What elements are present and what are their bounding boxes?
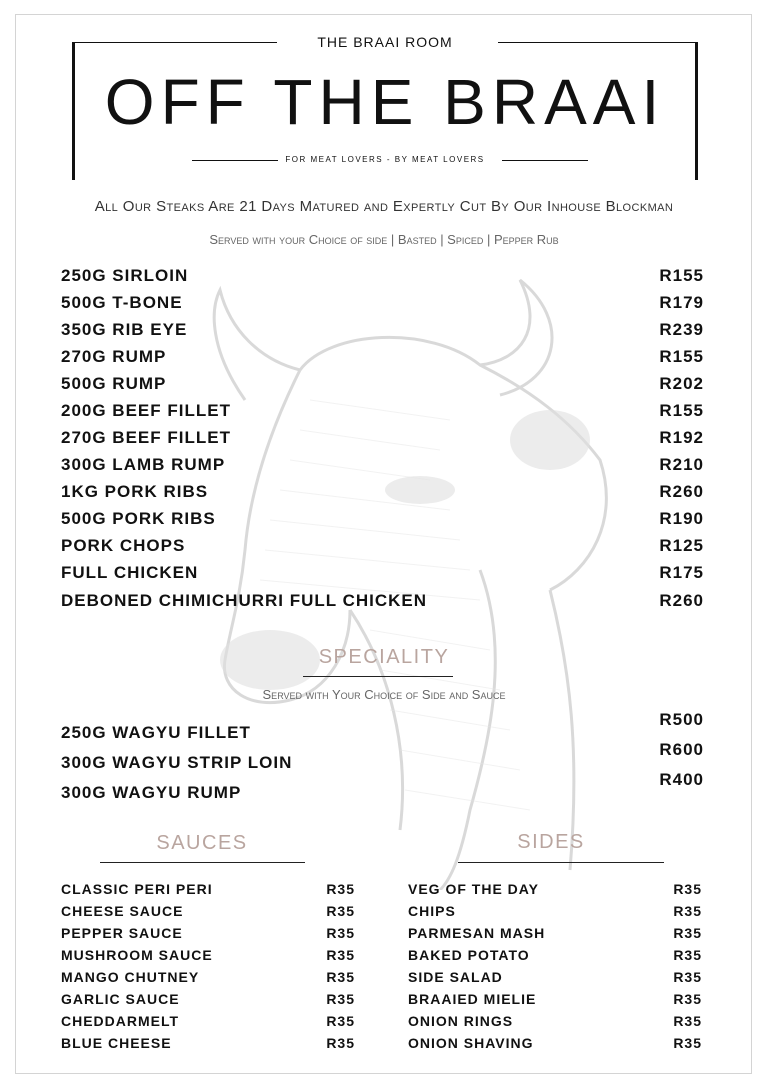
menu-item-price: R210 [659, 455, 704, 474]
menu-item [61, 508, 704, 535]
menu-item [61, 346, 704, 373]
speciality-item-price: R500 [659, 710, 704, 729]
menu-item-name: FULL CHICKEN [61, 563, 199, 582]
menu-item-price: R260 [659, 482, 704, 501]
sauce-item-price: R35 [326, 1035, 355, 1051]
sauce-item-name: MUSHROOM SAUCE [61, 947, 213, 963]
menu-item-name: 500G RUMP [61, 374, 167, 393]
menu-item-name: 250G SIRLOIN [61, 266, 189, 285]
side-item-name: ONION RINGS [408, 1013, 514, 1029]
side-item-price: R35 [673, 1013, 702, 1029]
sauce-item [61, 946, 355, 968]
speciality-item-name: 250G WAGYU FILLET [61, 723, 251, 742]
sauce-item-price: R35 [326, 947, 355, 963]
menu-item [61, 562, 704, 589]
menu-item-name: 300G LAMB RUMP [61, 455, 226, 474]
side-item-name: ONION SHAVING [408, 1035, 534, 1051]
menu-item-price: R239 [659, 320, 704, 339]
sauce-item-name: CLASSIC PERI PERI [61, 881, 213, 897]
menu-item [61, 400, 704, 427]
menu-item-name: PORK CHOPS [61, 536, 186, 555]
sauce-item-name: BLUE CHEESE [61, 1035, 172, 1051]
speciality-item-name: 300G WAGYU STRIP LOIN [61, 753, 293, 772]
menu-item-price: R202 [659, 374, 704, 393]
menu-item-price: R175 [659, 563, 704, 582]
sauce-item-price: R35 [326, 1013, 355, 1029]
speciality-heading: SPECIALITY [318, 646, 450, 668]
speciality-item-price: R400 [659, 770, 704, 789]
menu-item [61, 454, 704, 481]
speciality-item-name: 300G WAGYU RUMP [61, 783, 242, 802]
sauce-item-name: CHEDDARMELT [61, 1013, 180, 1029]
sauce-item-price: R35 [326, 925, 355, 941]
menu-item-price: R260 [659, 591, 704, 610]
sides-heading: SIDES [517, 831, 585, 853]
menu-item [61, 292, 704, 319]
side-item [408, 1012, 702, 1034]
sauce-item [61, 990, 355, 1012]
side-item-name: SIDE SALAD [408, 969, 503, 985]
menu-item [61, 427, 704, 454]
sauce-item-name: GARLIC SAUCE [61, 991, 180, 1007]
menu-item [61, 535, 704, 562]
sauce-item [61, 880, 355, 902]
menu-item-name: DEBONED CHIMICHURRI FULL CHICKEN [61, 591, 428, 610]
speciality-subtitle: Served with Your Choice of Side and Sauce [262, 687, 506, 702]
sauce-item [61, 1012, 355, 1034]
side-item-name: VEG OF THE DAY [408, 881, 539, 897]
menu-item-price: R190 [659, 509, 704, 528]
menu-item-name: 270G BEEF FILLET [61, 428, 231, 447]
side-item-name: CHIPS [408, 903, 456, 919]
menu-item-price: R155 [659, 401, 704, 420]
sauce-item-name: PEPPER SAUCE [61, 925, 183, 941]
side-choice-note: Served with your Choice of side | Basted | Spiced | Pepper Rub [209, 232, 559, 247]
menu-item-name: 270G RUMP [61, 347, 167, 366]
menu-item-price: R179 [659, 293, 704, 312]
side-item [408, 902, 702, 924]
side-item-name: PARMESAN MASH [408, 925, 546, 941]
side-item-price: R35 [673, 903, 702, 919]
side-item-name: BRAAIED MIELIE [408, 991, 537, 1007]
header-box [72, 34, 698, 180]
menu-item-price: R125 [659, 536, 704, 555]
menu-title: OFF THE BRAAI [104, 66, 666, 138]
sauces-divider [100, 862, 305, 863]
menu-item-name: 350G RIB EYE [61, 320, 188, 339]
menu-item [61, 319, 704, 346]
sauce-item-price: R35 [326, 991, 355, 1007]
speciality-item-price: R600 [659, 740, 704, 759]
sauce-item-name: MANGO CHUTNEY [61, 969, 200, 985]
sauce-item-name: CHEESE SAUCE [61, 903, 184, 919]
sides-divider [458, 862, 664, 863]
menu-item-price: R192 [659, 428, 704, 447]
menu-item-name: 200G BEEF FILLET [61, 401, 231, 420]
side-item-price: R35 [673, 991, 702, 1007]
menu-item-price: R155 [659, 266, 704, 285]
side-item-price: R35 [673, 947, 702, 963]
menu-item [61, 373, 704, 400]
sauce-item-price: R35 [326, 903, 355, 919]
sauce-item-price: R35 [326, 969, 355, 985]
sauces-heading: SAUCES [156, 832, 248, 854]
side-item [408, 946, 702, 968]
menu-item-name: 500G T-BONE [61, 293, 183, 312]
menu-item [61, 481, 704, 508]
side-item-price: R35 [673, 925, 702, 941]
speciality-divider [303, 676, 453, 677]
menu-item-price: R155 [659, 347, 704, 366]
sauce-item [61, 1034, 355, 1056]
side-item [408, 1034, 702, 1056]
menu-item [61, 590, 704, 617]
side-item-name: BAKED POTATO [408, 947, 530, 963]
side-item-price: R35 [673, 969, 702, 985]
side-item [408, 968, 702, 990]
side-item [408, 924, 702, 946]
side-item-price: R35 [673, 881, 702, 897]
side-item [408, 880, 702, 902]
venue-name: THE BRAAI ROOM [317, 34, 453, 50]
side-item [408, 990, 702, 1012]
menu-item-name: 1KG PORK RIBS [61, 482, 209, 501]
menu-item-name: 500G PORK RIBS [61, 509, 216, 528]
sauce-item [61, 968, 355, 990]
side-item-price: R35 [673, 1035, 702, 1051]
sauce-item [61, 924, 355, 946]
steak-matured-note: All Our Steaks Are 21 Days Matured and Expertly Cut By Our Inhouse Blockman [94, 198, 674, 215]
tagline: FOR MEAT LOVERS - BY MEAT LOVERS [285, 155, 485, 164]
sauce-item [61, 902, 355, 924]
menu-item [61, 265, 704, 292]
sauce-item-price: R35 [326, 881, 355, 897]
